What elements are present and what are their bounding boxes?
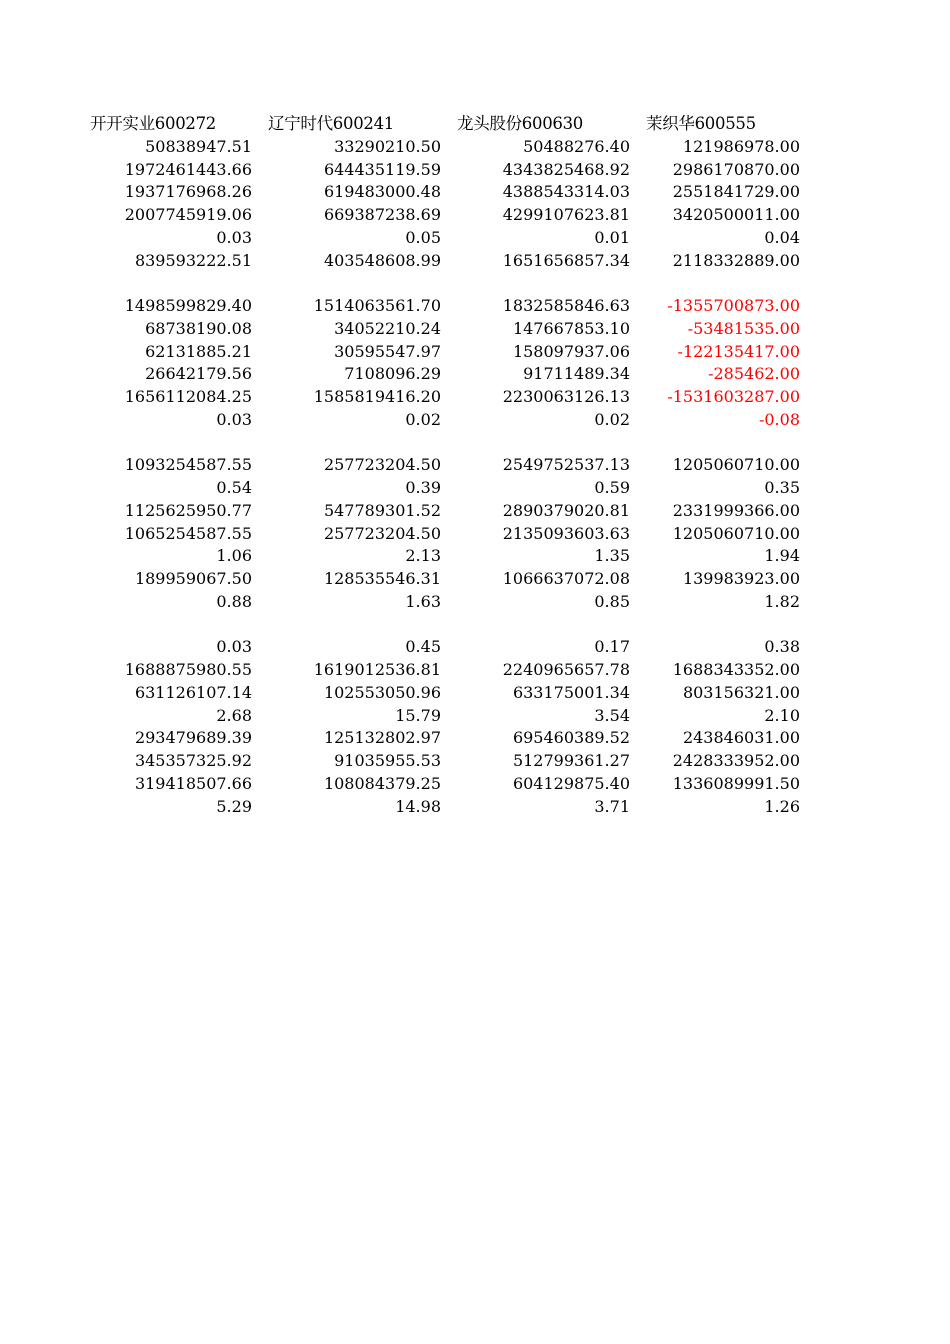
table-row bbox=[0, 318, 950, 341]
table-row bbox=[0, 454, 950, 477]
table-row bbox=[0, 523, 950, 546]
table-cell: 669387238.69 bbox=[323, 205, 441, 224]
table-cell: 0.39 bbox=[405, 478, 441, 497]
table-cell: 91035955.53 bbox=[334, 751, 441, 770]
header-cell-liaoning: 辽宁时代600241 bbox=[268, 114, 394, 133]
table-row bbox=[0, 727, 950, 750]
table-cell: 1514063561.70 bbox=[313, 296, 441, 315]
table-cell: 1.82 bbox=[764, 591, 800, 611]
table-cell: 0.54 bbox=[216, 478, 252, 497]
table-cell: 1.06 bbox=[216, 546, 252, 566]
table-row bbox=[0, 591, 950, 614]
table-cell: 547789301.52 bbox=[323, 500, 441, 520]
table-cell: 0.03 bbox=[216, 637, 252, 657]
table-cell: -53481535.00 bbox=[687, 318, 800, 338]
table-cell: 293479689.39 bbox=[134, 728, 252, 748]
table-cell: 1205060710.00 bbox=[672, 523, 800, 543]
table-cell: 2.13 bbox=[405, 546, 441, 566]
table-cell: 0.59 bbox=[594, 478, 630, 497]
table-cell: -122135417.00 bbox=[677, 341, 800, 361]
table-cell: 2.68 bbox=[216, 705, 252, 725]
table-cell: 2230063126.13 bbox=[502, 387, 630, 406]
data-rows bbox=[0, 136, 950, 819]
table-row bbox=[0, 159, 950, 182]
table-cell: 108084379.25 bbox=[323, 773, 441, 793]
table-row bbox=[0, 409, 950, 432]
table-cell: 1125625950.77 bbox=[124, 500, 252, 520]
table-cell: 1832585846.63 bbox=[502, 296, 630, 315]
table-cell: 695460389.52 bbox=[512, 728, 630, 748]
table-cell: 68738190.08 bbox=[145, 318, 252, 338]
table-cell: 15.79 bbox=[395, 705, 441, 725]
header-cell-kaikai: 开开实业600272 bbox=[90, 114, 216, 133]
table-row bbox=[0, 363, 950, 386]
table-cell: 0.01 bbox=[594, 227, 630, 247]
table-row bbox=[0, 204, 950, 227]
table-cell: 128535546.31 bbox=[323, 569, 441, 588]
table-row bbox=[0, 500, 950, 523]
table-cell: 2.10 bbox=[764, 705, 800, 725]
table-cell: 0.05 bbox=[405, 227, 441, 247]
table-row bbox=[0, 341, 950, 364]
table-cell: 7108096.29 bbox=[344, 364, 441, 384]
table-row bbox=[0, 386, 950, 409]
table-cell: 1.26 bbox=[764, 796, 800, 816]
table-cell: 2007745919.06 bbox=[124, 205, 252, 224]
table-cell: 644435119.59 bbox=[323, 159, 441, 179]
table-cell: 147667853.10 bbox=[512, 318, 630, 338]
table-cell: 512799361.27 bbox=[512, 751, 630, 770]
table-cell: 34052210.24 bbox=[334, 318, 441, 338]
table-cell: 803156321.00 bbox=[682, 682, 800, 702]
table-cell: 5.29 bbox=[216, 796, 252, 816]
table-cell: 189959067.50 bbox=[134, 569, 252, 588]
table-cell: 1972461443.66 bbox=[124, 159, 252, 179]
table-cell: 139983923.00 bbox=[682, 569, 800, 588]
table-cell: 4343825468.92 bbox=[502, 159, 630, 179]
table-row bbox=[0, 796, 950, 819]
table-cell: 0.45 bbox=[405, 637, 441, 657]
table-row bbox=[0, 773, 950, 796]
table-cell: 2428333952.00 bbox=[672, 751, 800, 770]
table-row bbox=[0, 136, 950, 159]
table-cell: 33290210.50 bbox=[334, 136, 441, 156]
table-cell: 403548608.99 bbox=[323, 250, 441, 270]
table-row bbox=[0, 181, 950, 204]
table-cell: 4388543314.03 bbox=[502, 182, 630, 202]
table-cell: 1688875980.55 bbox=[124, 660, 252, 679]
header-cell-longtou: 龙头股份600630 bbox=[457, 114, 583, 133]
table-cell: 1619012536.81 bbox=[313, 660, 441, 679]
table-cell: 0.17 bbox=[594, 637, 630, 657]
spreadsheet bbox=[0, 113, 950, 818]
table-cell: 2890379020.81 bbox=[502, 500, 630, 520]
table-cell: 1.94 bbox=[764, 546, 800, 566]
table-cell: 1.35 bbox=[594, 546, 630, 566]
table-cell: 1656112084.25 bbox=[124, 387, 252, 406]
table-cell: 345357325.92 bbox=[134, 751, 252, 770]
table-cell: 0.03 bbox=[216, 227, 252, 247]
table-cell: 1498599829.40 bbox=[124, 296, 252, 315]
table-cell: -0.08 bbox=[758, 409, 800, 429]
table-cell: 62131885.21 bbox=[145, 341, 252, 361]
table-cell: 2331999366.00 bbox=[672, 500, 800, 520]
table-cell: 125132802.97 bbox=[323, 728, 441, 748]
table-cell: 1205060710.00 bbox=[672, 455, 800, 475]
table-cell: 2551841729.00 bbox=[672, 182, 800, 202]
table-cell: 319418507.66 bbox=[134, 773, 252, 793]
table-row bbox=[0, 432, 950, 455]
table-cell: 30595547.97 bbox=[334, 341, 441, 361]
table-cell: 839593222.51 bbox=[134, 250, 252, 270]
table-cell: 158097937.06 bbox=[512, 341, 630, 361]
table-cell: 257723204.50 bbox=[323, 455, 441, 475]
table-cell: 2986170870.00 bbox=[672, 159, 800, 179]
table-cell: 0.02 bbox=[405, 409, 441, 429]
table-cell: -1531603287.00 bbox=[667, 387, 800, 406]
table-cell: 3420500011.00 bbox=[672, 205, 800, 224]
table-row bbox=[0, 295, 950, 318]
table-cell: 50488276.40 bbox=[523, 136, 630, 156]
table-row bbox=[0, 682, 950, 705]
table-cell: 121986978.00 bbox=[682, 136, 800, 156]
table-cell: 604129875.40 bbox=[512, 773, 630, 793]
table-cell: 243846031.00 bbox=[682, 728, 800, 748]
table-cell: 2118332889.00 bbox=[672, 250, 800, 270]
table-row bbox=[0, 614, 950, 637]
table-row bbox=[0, 227, 950, 250]
table-cell: 1065254587.55 bbox=[124, 523, 252, 543]
table-cell: 1937176968.26 bbox=[124, 182, 252, 202]
table-cell: 0.88 bbox=[216, 591, 252, 611]
table-cell: 633175001.34 bbox=[512, 682, 630, 702]
header-cell-mozhihua: 茉织华600555 bbox=[646, 114, 756, 133]
table-cell: 0.38 bbox=[764, 637, 800, 657]
table-row bbox=[0, 477, 950, 500]
table-cell: 4299107623.81 bbox=[502, 205, 630, 224]
table-cell: 0.03 bbox=[216, 409, 252, 429]
table-cell: 0.85 bbox=[594, 591, 630, 611]
table-cell: -285462.00 bbox=[708, 364, 800, 384]
table-cell: 0.35 bbox=[764, 478, 800, 497]
table-cell: 3.54 bbox=[594, 705, 630, 725]
table-cell: 1688343352.00 bbox=[672, 660, 800, 679]
table-row bbox=[0, 568, 950, 591]
table-cell: 14.98 bbox=[395, 796, 441, 816]
table-cell: 0.02 bbox=[594, 409, 630, 429]
table-cell: 50838947.51 bbox=[145, 136, 252, 156]
table-row bbox=[0, 272, 950, 295]
table-row bbox=[0, 250, 950, 273]
header-row bbox=[0, 113, 950, 136]
table-cell: 26642179.56 bbox=[145, 364, 252, 384]
table-cell: 0.04 bbox=[764, 227, 800, 247]
table-cell: 1066637072.08 bbox=[502, 569, 630, 588]
table-cell: -1355700873.00 bbox=[667, 296, 800, 315]
table-row bbox=[0, 545, 950, 568]
table-cell: 619483000.48 bbox=[323, 182, 441, 202]
table-cell: 2549752537.13 bbox=[502, 455, 630, 475]
table-cell: 1093254587.55 bbox=[124, 455, 252, 475]
table-cell: 102553050.96 bbox=[323, 682, 441, 702]
table-row bbox=[0, 636, 950, 659]
table-row bbox=[0, 750, 950, 773]
table-cell: 1336089991.50 bbox=[672, 773, 800, 793]
table-cell: 1585819416.20 bbox=[313, 387, 441, 406]
table-cell: 1.63 bbox=[405, 591, 441, 611]
table-row bbox=[0, 705, 950, 728]
table-cell: 1651656857.34 bbox=[502, 250, 630, 270]
table-row bbox=[0, 659, 950, 682]
table-cell: 2135093603.63 bbox=[502, 523, 630, 543]
table-cell: 3.71 bbox=[594, 796, 630, 816]
table-cell: 257723204.50 bbox=[323, 523, 441, 543]
table-cell: 91711489.34 bbox=[523, 364, 630, 384]
table-cell: 2240965657.78 bbox=[502, 660, 630, 679]
table-cell: 631126107.14 bbox=[134, 682, 252, 702]
